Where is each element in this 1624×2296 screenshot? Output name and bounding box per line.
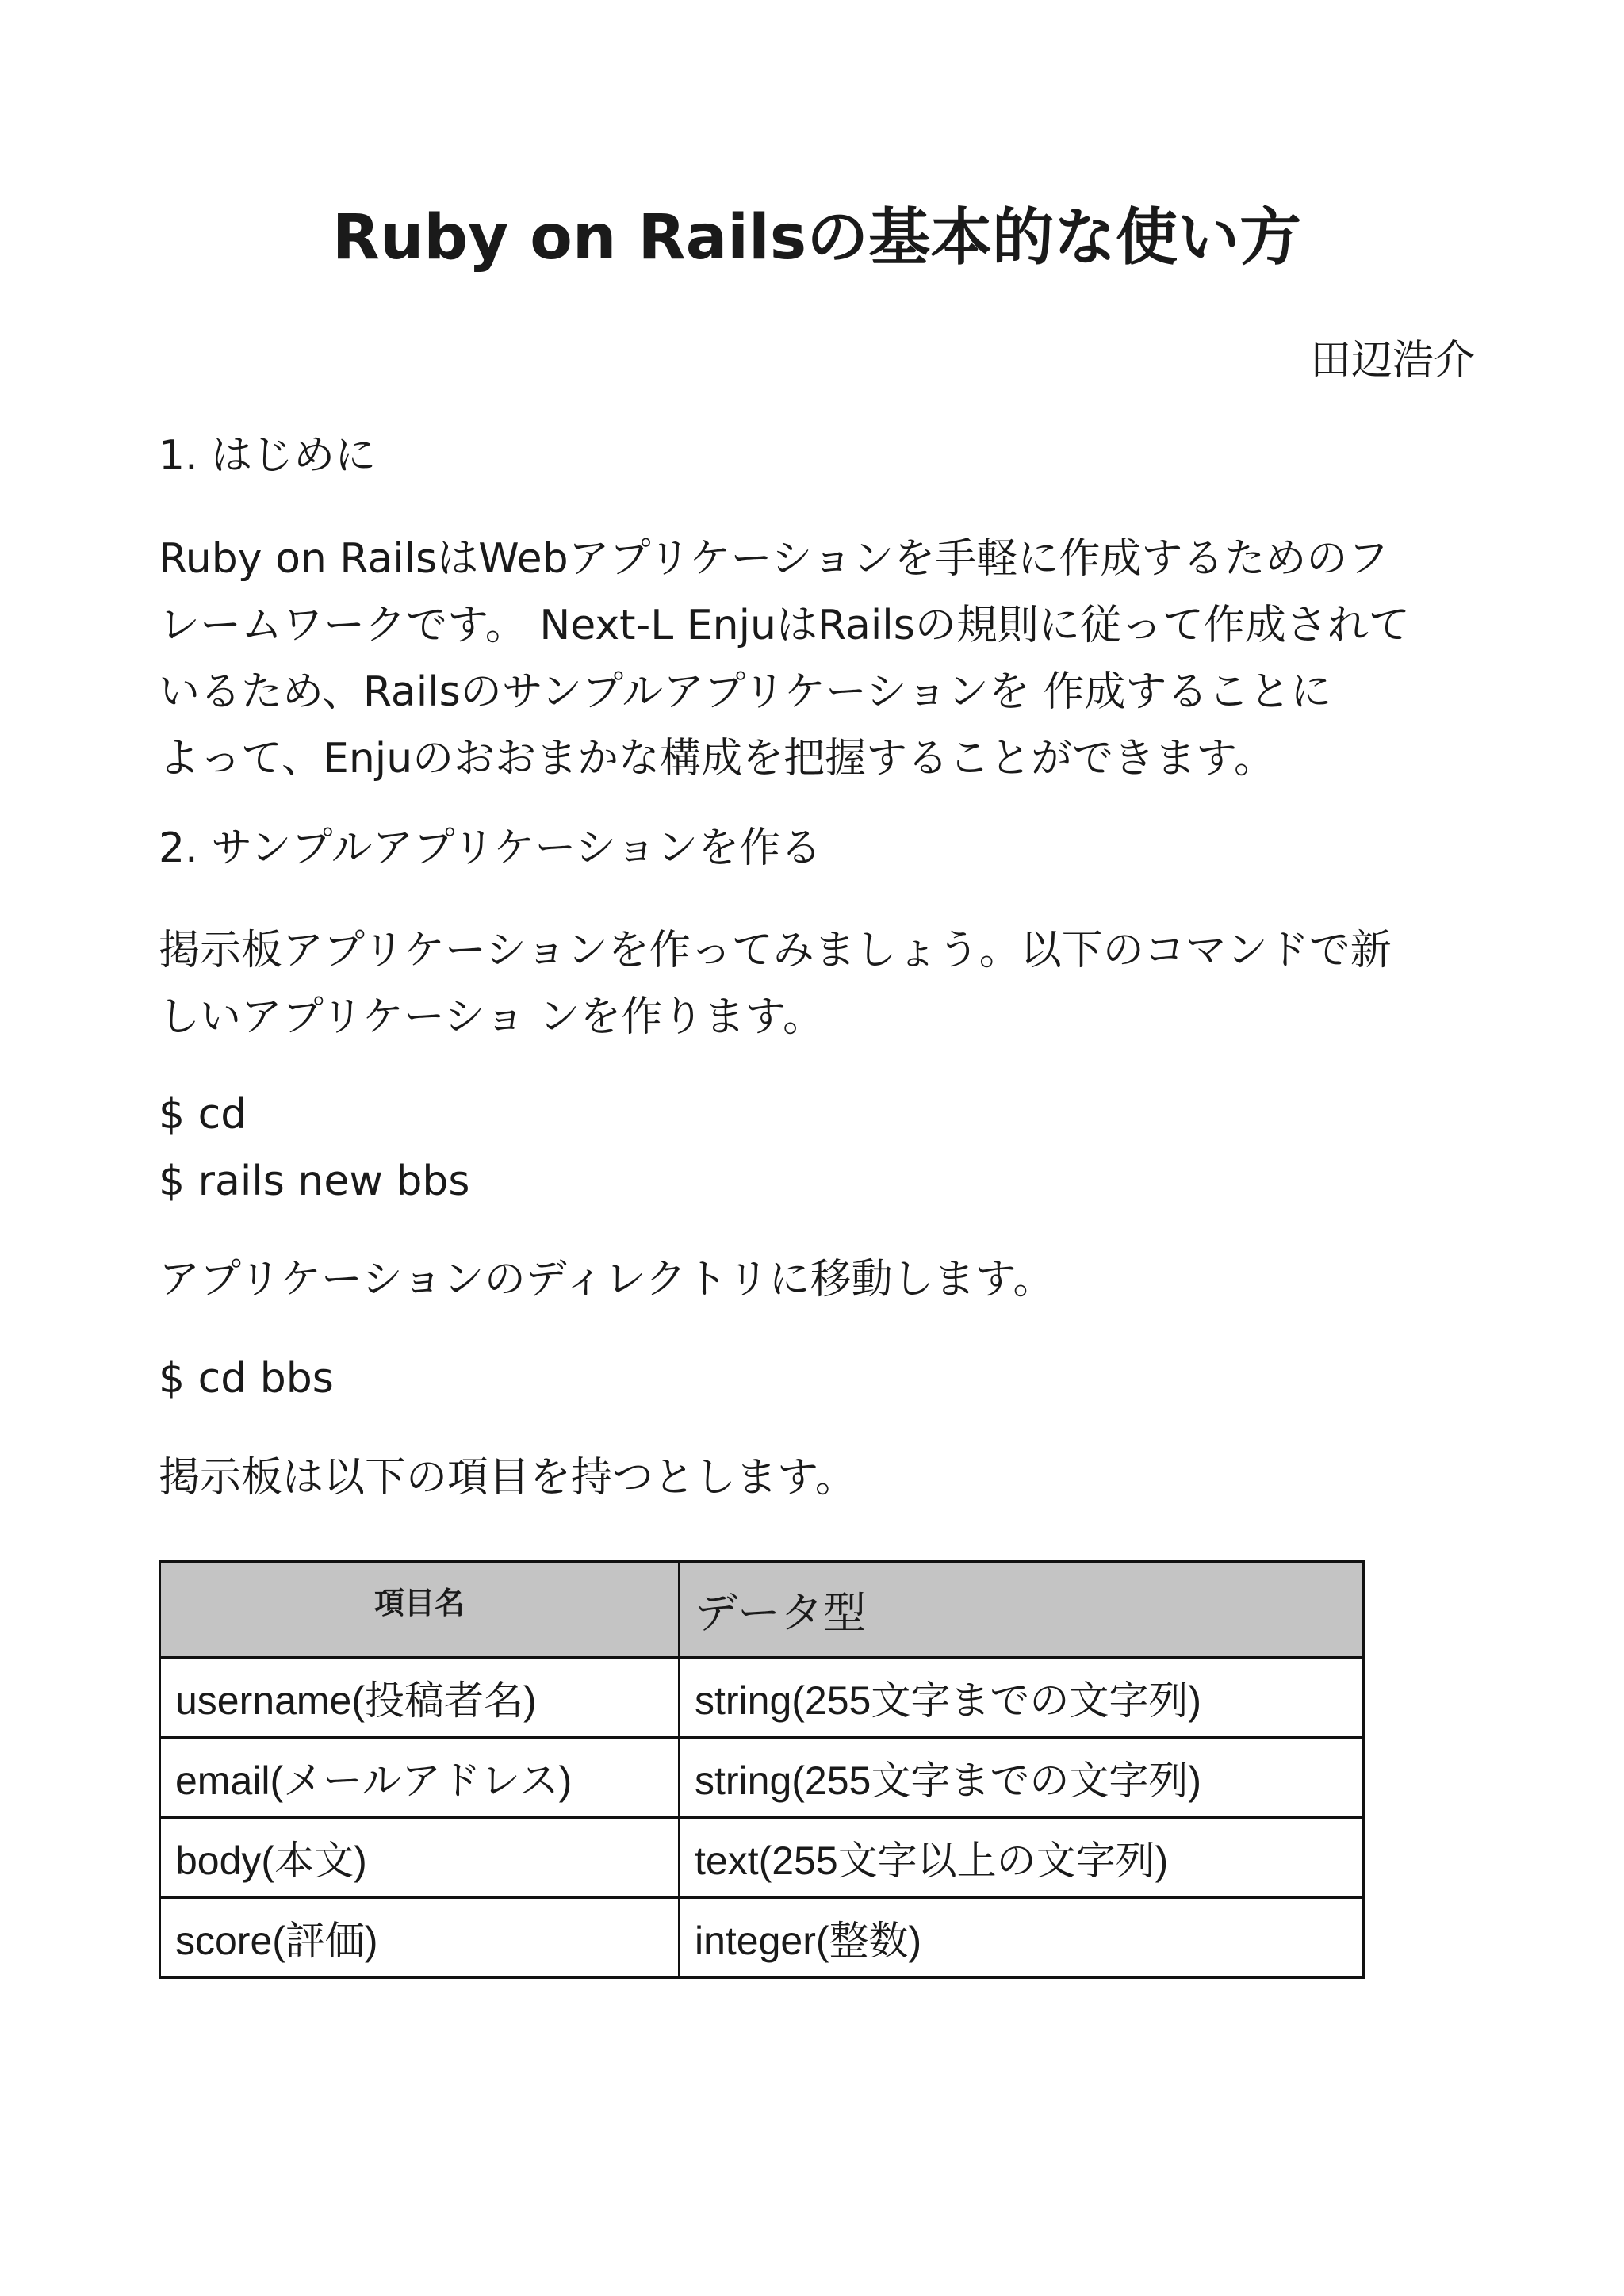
- table-intro-text: [159, 1445, 1475, 1511]
- table-header-row: [160, 1562, 1364, 1658]
- document-title: Ruby on Railsの基本的な使い方: [331, 202, 1302, 274]
- cell-field-name: body(本文): [160, 1818, 680, 1898]
- section-2-heading: 2. サンプルアプリケーションを作る: [159, 825, 822, 872]
- command-line: $ cd bbs: [159, 1355, 334, 1402]
- command-block-create: [159, 1081, 470, 1215]
- command-line: $ cd: [159, 1091, 247, 1138]
- table-row: [160, 1898, 1364, 1978]
- paragraph-line: アプリケーションのディレクトリに移動します。: [159, 1256, 1055, 1303]
- cell-field-name: email(メールアドレス): [160, 1738, 680, 1818]
- cell-data-type: text(255文字以上の文字列): [680, 1818, 1364, 1898]
- cell-data-type: integer(整数): [680, 1898, 1364, 1978]
- cell-data-type: string(255文字までの文字列): [680, 1738, 1364, 1818]
- cell-field-name: score(評価): [160, 1898, 680, 1978]
- table-row: [160, 1738, 1364, 1818]
- paragraph-line: よって、Enjuのおおまかな構成を把握することができます。: [159, 735, 1276, 783]
- author-name: 田辺浩介: [1309, 337, 1475, 385]
- paragraph-line: 掲示板は以下の項目を持つとします。: [159, 1454, 856, 1502]
- header-field-name: 項目名: [160, 1562, 680, 1658]
- paragraph-line: しいアプリケーショ ンを作ります。: [159, 993, 825, 1041]
- cell-data-type: string(255文字までの文字列): [680, 1658, 1364, 1738]
- paragraph-line: レームワークです。 Next-L EnjuはRailsの規則に従って作成されて: [159, 602, 1410, 649]
- paragraph-line: いるため、Railsのサンプルアプリケーションを 作成することに: [159, 668, 1332, 716]
- table-row: [160, 1658, 1364, 1738]
- fields-table: [159, 1560, 1365, 1979]
- paragraph-line: Ruby on RailsはWebアプリケーションを手軽に作成するためのフ: [159, 535, 1389, 583]
- section-2-intro-paragraph: [159, 917, 1475, 1050]
- section-1-heading: 1. はじめに: [159, 432, 377, 480]
- command-line: $ rails new bbs: [159, 1158, 470, 1205]
- section-1-paragraph: [159, 526, 1475, 792]
- table-row: [160, 1818, 1364, 1898]
- move-directory-text: [159, 1246, 1475, 1313]
- header-data-type: データ型: [680, 1562, 1364, 1658]
- command-block-cd: [159, 1345, 334, 1412]
- cell-field-name: username(投稿者名): [160, 1658, 680, 1738]
- paragraph-line: 掲示板アプリケーションを作ってみましょう。以下のコマンドで新: [159, 927, 1392, 974]
